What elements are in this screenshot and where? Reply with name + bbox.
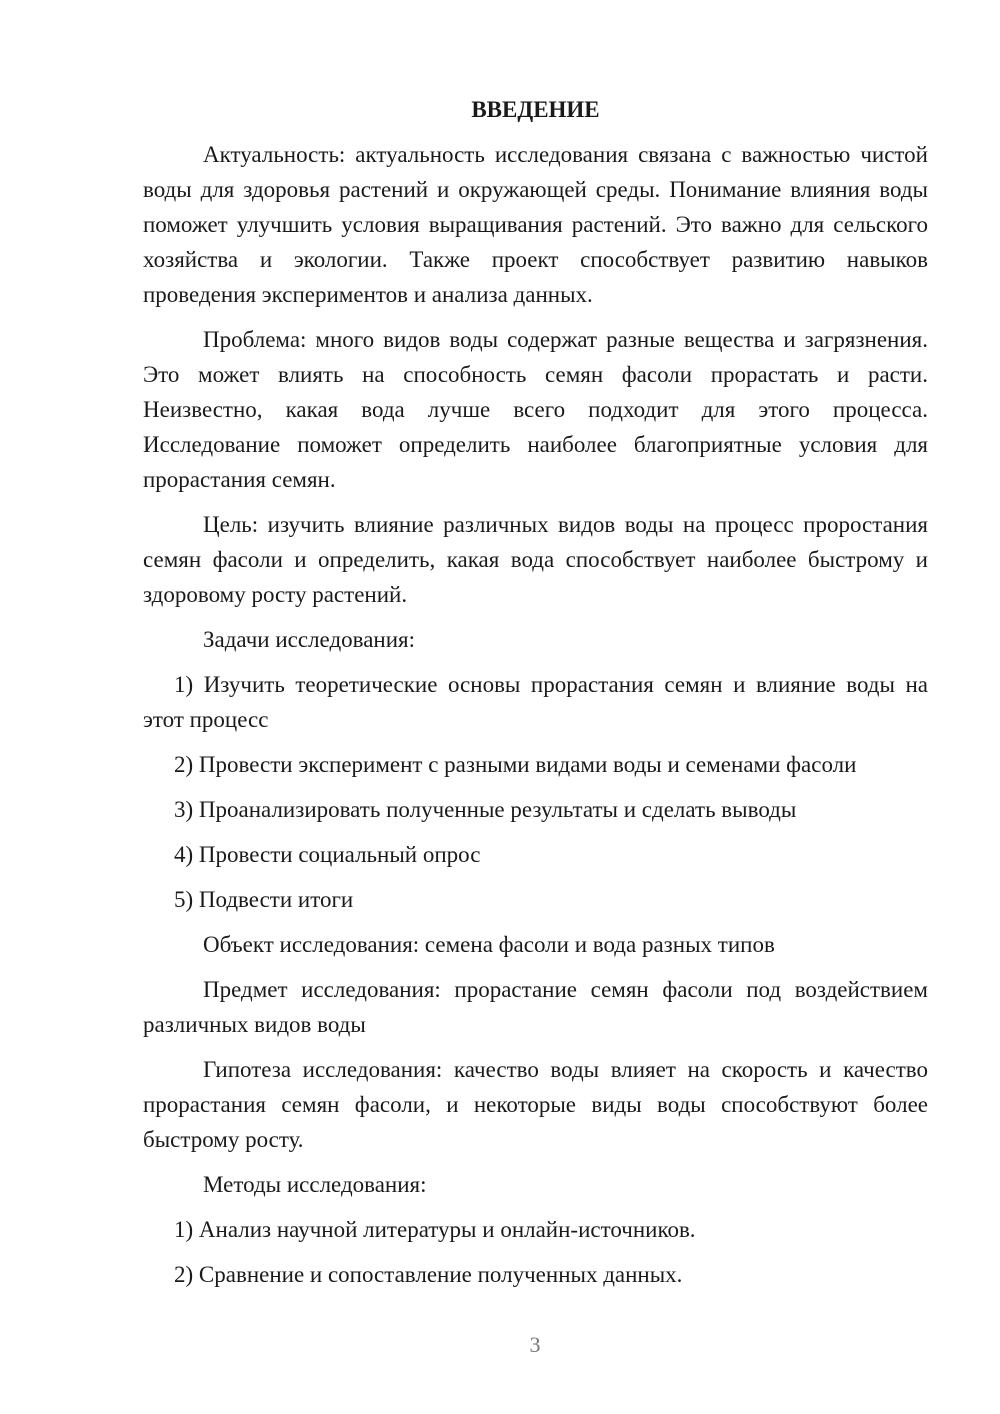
page-number: 3: [529, 1332, 541, 1357]
object-paragraph: Объект исследования: семена фасоли и вода разных типов: [203, 932, 775, 957]
tasks-heading: Задачи исследования:: [203, 627, 416, 652]
method-item: 1) Анализ научной литературы и онлайн-источников.: [174, 1217, 696, 1242]
goal-paragraph: Цель: изучить влияние различных видов воды на процесс проростания семян фасоли и определить, какая вода способствует наиболее быстрому и здоровому росту растений.: [143, 512, 928, 607]
task-item: 3) Проанализировать полученные результаты и сделать выводы: [174, 797, 797, 822]
task-item: 1) Изучить теоретические основы прорастания семян и влияние воды на этот процесс: [143, 672, 928, 732]
method-item: 2) Сравнение и сопоставление полученных данных.: [174, 1262, 683, 1287]
methods-heading: Методы исследования:: [203, 1172, 427, 1197]
section-title: ВВЕДЕНИЕ: [471, 97, 600, 122]
subject-paragraph: Предмет исследования: прорастание семян фасоли под воздействием различных видов воды: [143, 977, 928, 1037]
task-item: 2) Провести эксперимент с разными видами воды и семенами фасоли: [174, 752, 857, 777]
task-item: 5) Подвести итоги: [174, 887, 354, 912]
task-item: 4) Провести социальный опрос: [174, 842, 481, 867]
problem-paragraph: Проблема: много видов воды содержат разные вещества и загрязнения. Это может влиять на способность семян фасоли прорастать и расти. Неизвестно, какая вода лучше всего подходит для этого процесса. Исследование поможет определить наиболее благоприятные условия для прорастания семян.: [143, 327, 928, 492]
page-body: [143, 92, 928, 1302]
hypothesis-paragraph: Гипотеза исследования: качество воды влияет на скорость и качество прорастания семян фасоли, и некоторые виды воды способствуют более быстрому росту.: [143, 1057, 928, 1152]
relevance-paragraph: Актуальность: актуальность исследования связана с важностью чистой воды для здоровья растений и окружающей среды. Понимание влияния воды поможет улучшить условия выращивания растений. Это важно для сельского хозяйства и экологии. Также проект способствует развитию навыков проведения экспериментов и анализа данных.: [143, 142, 928, 307]
